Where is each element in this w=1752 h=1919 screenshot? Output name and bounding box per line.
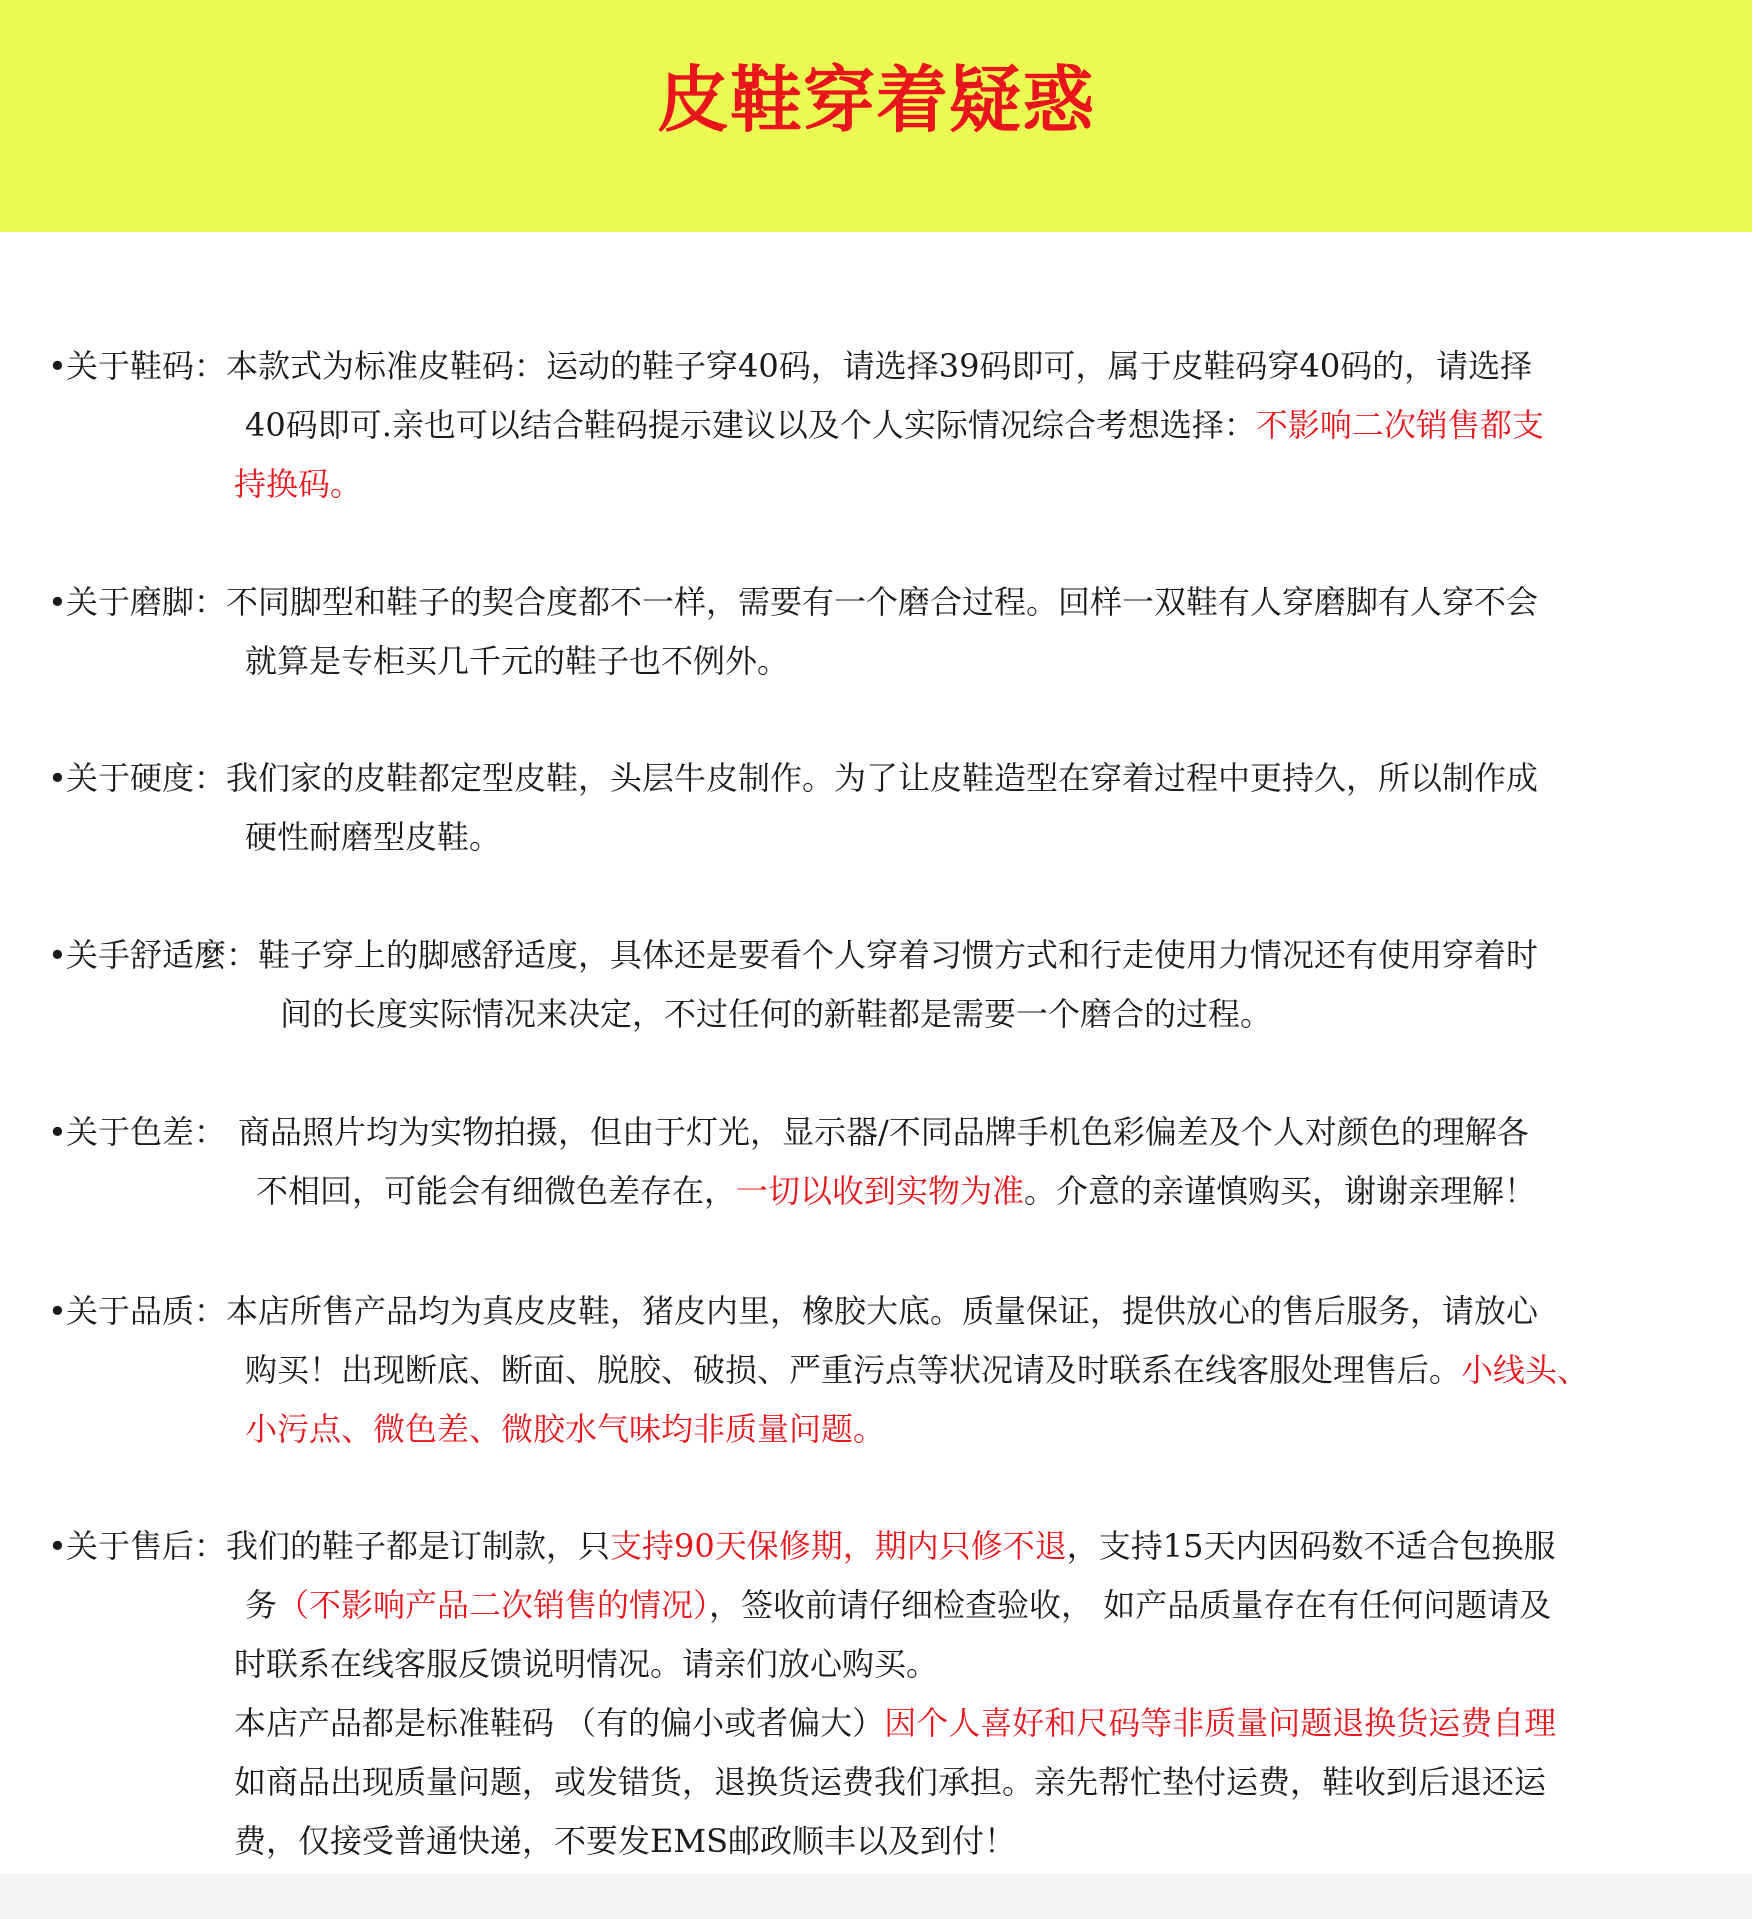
item-label: 关于品质：: [66, 1292, 227, 1330]
item-text: 本店所售产品均为真皮皮鞋，猪皮内里，橡胶大底。质量保证，提供放心的售后服务，请放心: [226, 1292, 1539, 1330]
item-text: 不相回，可能会有细微色差存在，: [256, 1172, 737, 1210]
bullet-icon: •: [48, 759, 67, 797]
item-text: 本店产品都是标准鞋码 （有的偏小或者偏大）: [234, 1704, 885, 1742]
highlight-text: 持换码。: [234, 465, 363, 503]
highlight-text: 因个人喜好和尺码等非质量问题退换货运费自理: [884, 1704, 1557, 1742]
item-label: 关于硬度：: [66, 759, 227, 797]
bullet-icon: •: [48, 583, 67, 621]
item-label: 关手舒适麼：: [66, 936, 259, 974]
faq-item-after-sales: [48, 1517, 1556, 1871]
item-text: 间的长度实际情况来决定，不过任何的新鞋都是需要一个磨合的过程。: [280, 995, 1273, 1033]
item-text: 不同脚型和鞋子的契合度都不一样，需要有一个磨合过程。回样一双鞋有人穿磨脚有人穿不会: [226, 583, 1539, 621]
item-text: 时联系在线客服反馈说明情况。请亲们放心购买。: [234, 1645, 939, 1683]
highlight-text: （不影响产品二次销售的情况）: [277, 1586, 710, 1624]
item-text: ，签收前请仔细检查验收， 如产品质量存在有任何问题请及: [709, 1586, 1552, 1624]
highlight-text: 小污点、微色差、微胶水气味均非质量问题。: [245, 1410, 886, 1448]
item-text: ，支持15天内因码数不适合包换服: [1066, 1527, 1556, 1565]
item-text: 我们的鞋子都是订制款，只: [226, 1527, 611, 1565]
item-text: 鞋子穿上的脚感舒适度，具体还是要看个人穿着习惯方式和行走使用力情况还有使用穿着时: [258, 936, 1539, 974]
faq-item-color-difference: [48, 1103, 1536, 1221]
faq-item-comfort: [48, 926, 1538, 1044]
bullet-icon: •: [48, 1113, 67, 1151]
item-text: 就算是专柜买几千元的鞋子也不例外。: [245, 642, 790, 680]
faq-item-foot-rubbing: [48, 573, 1538, 691]
faq-item-hardness: [48, 749, 1538, 867]
faq-item-quality: [48, 1282, 1589, 1459]
item-text: 本款式为标准皮鞋码：运动的鞋子穿40码，请选择39码即可，属于皮鞋码穿40码的，请选择: [226, 347, 1533, 385]
header-banner: [0, 0, 1752, 232]
item-text: 40码即可.亲也可以结合鞋码提示建议以及个人实际情况综合考想选择：: [245, 406, 1256, 444]
item-text: 。介意的亲谨慎购买，谢谢亲理解！: [1024, 1172, 1537, 1210]
item-label: 关于售后：: [66, 1527, 227, 1565]
item-text: 我们家的皮鞋都定型皮鞋，头层牛皮制作。为了让皮鞋造型在穿着过程中更持久，所以制作成: [226, 759, 1539, 797]
item-text: 如商品出现质量问题，或发错货，退换货运费我们承担。亲先帮忙垫付运费，鞋收到后退还运: [234, 1763, 1547, 1801]
bullet-icon: •: [48, 1527, 67, 1565]
highlight-text: 小线头、: [1461, 1351, 1590, 1389]
item-label: 关于磨脚：: [66, 583, 227, 621]
item-text: 费，仅接受普通快递，不要发EMS邮政顺丰以及到付！: [234, 1822, 1017, 1860]
item-text: 商品照片均为实物拍摄，但由于灯光，显示器/不同品牌手机色彩偏差及个人对颜色的理解各: [238, 1113, 1529, 1151]
bullet-icon: •: [48, 936, 67, 974]
page-title: 皮鞋穿着疑惑: [656, 58, 1095, 142]
highlight-text: 支持90天保修期，期内只修不退: [610, 1527, 1067, 1565]
highlight-text: 不影响二次销售都支: [1255, 406, 1544, 444]
faq-item-shoe-size: [48, 337, 1544, 514]
bullet-icon: •: [48, 1292, 67, 1330]
bullet-icon: •: [48, 347, 67, 385]
highlight-text: 一切以收到实物为准: [736, 1172, 1025, 1210]
item-text: 购买！出现断底、断面、脱胶、破损、严重污点等状况请及时联系在线客服处理售后。: [245, 1351, 1462, 1389]
item-label: 关于鞋码：: [66, 347, 227, 385]
item-text: 务: [245, 1586, 278, 1624]
footer-strip: [0, 1874, 1752, 1919]
item-text: 硬性耐磨型皮鞋。: [245, 818, 502, 856]
item-label: 关于色差：: [66, 1113, 227, 1151]
